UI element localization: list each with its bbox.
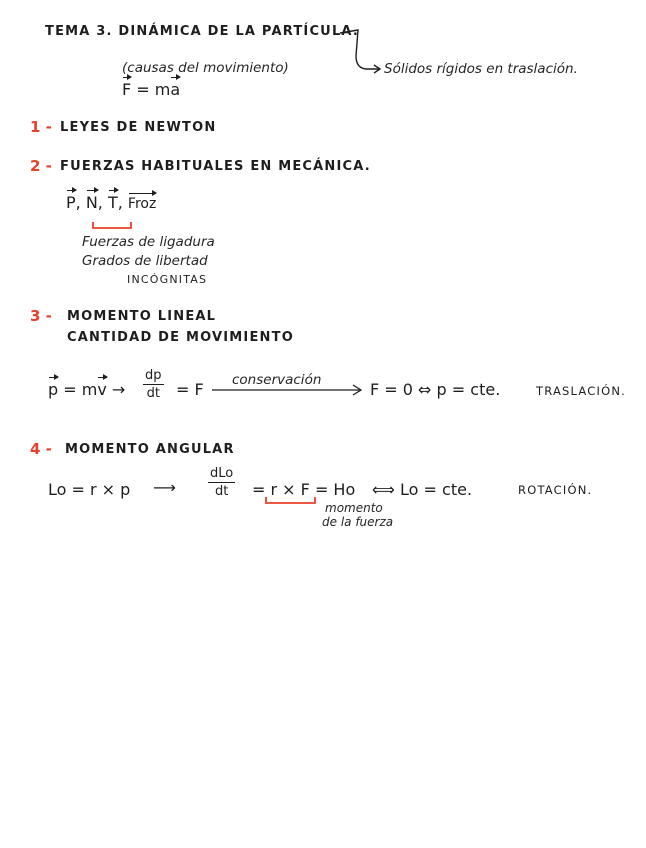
force-p: P: [66, 193, 76, 212]
torque-equation: = r × F = Ho: [252, 480, 356, 499]
dlo-numerator: dLo: [210, 466, 234, 481]
constraint-forces-note: Fuerzas de ligadura: [82, 234, 215, 250]
translation-tag: TRASLACIÓN.: [536, 384, 626, 398]
section-heading-1: LEYES DE NEWTON: [60, 120, 217, 135]
section-heading-3: MOMENTO LINEAL: [67, 309, 217, 324]
forces-list: P, N, T, Froz: [66, 193, 157, 212]
dt-denominator-2: dt: [214, 484, 229, 499]
force-froz: Froz: [127, 196, 157, 212]
angular-momentum-def: Lo = r × p: [48, 480, 131, 499]
dt-denominator: dt: [146, 386, 160, 401]
angular-result: ⟺ Lo = cte.: [372, 480, 473, 499]
title-bracket-stroke: [340, 30, 380, 69]
vector-f: F: [122, 80, 132, 99]
unknowns-note: INCÓGNITAS: [127, 273, 208, 286]
section-number-4: 4 -: [30, 440, 52, 458]
torque-bracket: [266, 497, 315, 503]
vector-v: v: [97, 380, 107, 399]
torque-note-line2: de la fuerza: [322, 515, 394, 529]
linear-momentum-def: p = mv →: [48, 380, 126, 399]
section-heading-4: MOMENTO ANGULAR: [65, 442, 235, 457]
torque-note-line1: momento: [325, 501, 383, 515]
vector-p: p: [48, 380, 59, 399]
causes-note: (causas del movimiento): [122, 60, 289, 76]
angular-arrow: ⟶: [153, 478, 176, 497]
section-heading-2: FUERZAS HABITUALES EN MECÁNICA.: [60, 159, 371, 174]
equals-force: = F: [176, 380, 204, 399]
newton-second-law: F = ma: [122, 80, 181, 99]
conservation-result: F = 0 ⇔ p = cte.: [370, 380, 501, 399]
conservation-label: conservación: [232, 372, 322, 388]
degrees-of-freedom-note: Grados de libertad: [82, 253, 208, 269]
section-heading-3b: CANTIDAD DE MOVIMIENTO: [67, 330, 294, 345]
section-number-2: 2 -: [30, 157, 52, 175]
vector-a: a: [170, 80, 181, 99]
rotation-tag: ROTACIÓN.: [518, 483, 593, 497]
rigid-bodies-note: Sólidos rígidos en traslación.: [384, 61, 578, 77]
dp-numerator: dp: [145, 368, 162, 383]
section-number-3: 3 -: [30, 307, 52, 325]
page-title: TEMA 3. DINÁMICA DE LA PARTÍCULA.: [45, 24, 360, 39]
section-number-1: 1 -: [30, 118, 52, 136]
force-n: N: [85, 193, 98, 212]
force-t: T: [107, 193, 118, 212]
constraint-forces-bracket: [93, 222, 131, 228]
